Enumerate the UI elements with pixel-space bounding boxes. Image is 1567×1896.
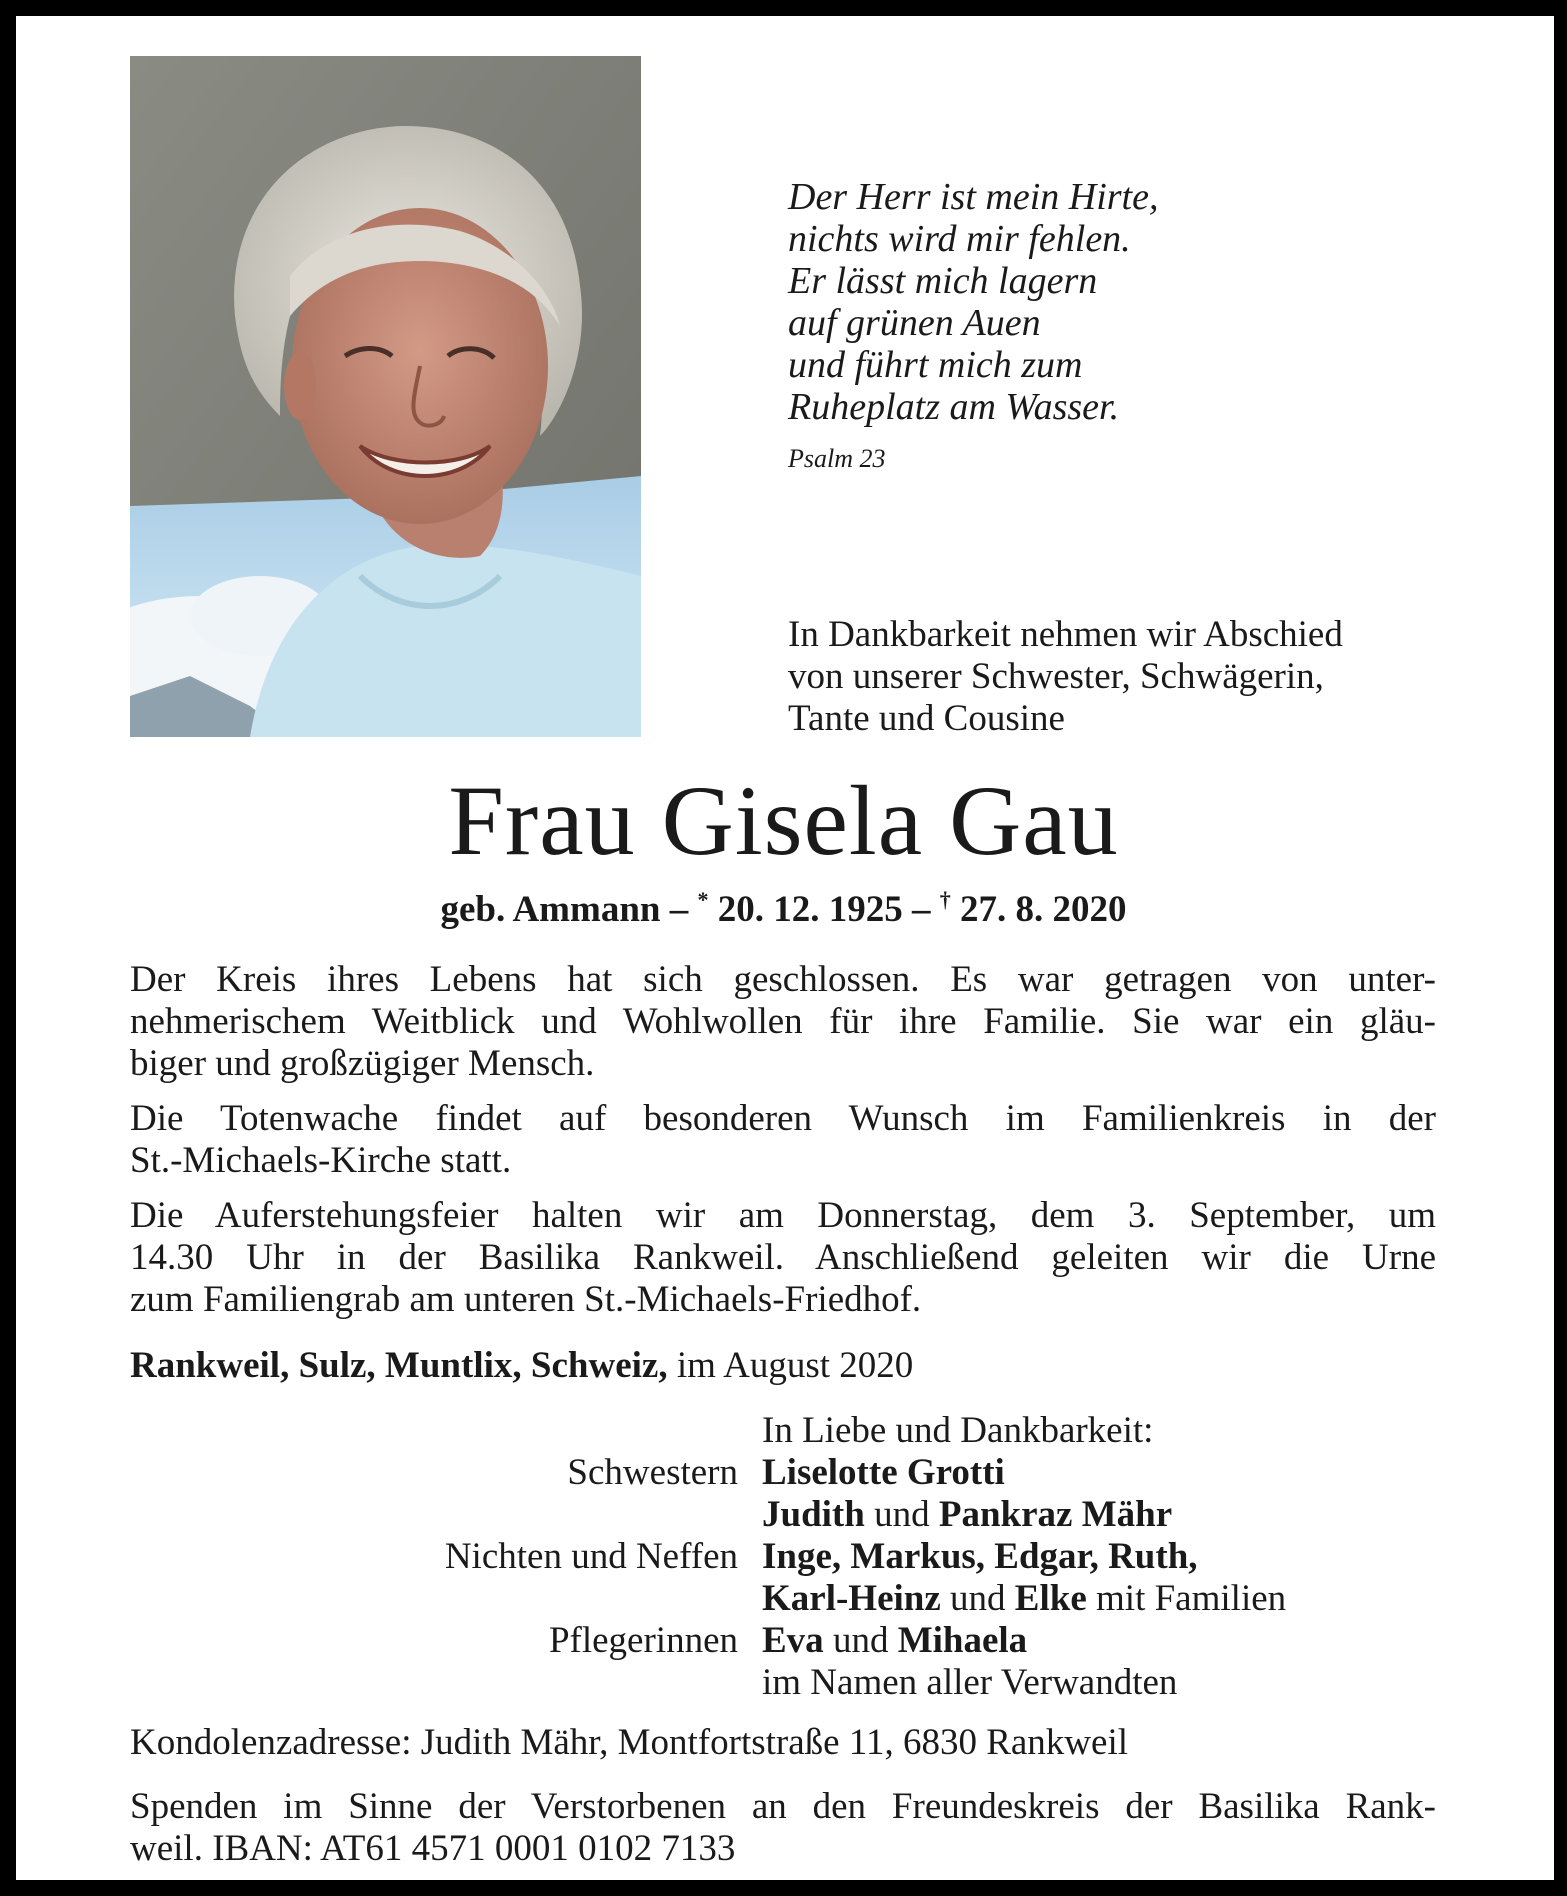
- relatives-note: im Namen aller Verwandten: [762, 1662, 1178, 1703]
- intro-line: In Dankbarkeit nehmen wir Abschied: [788, 614, 1343, 655]
- family-label: [130, 1494, 762, 1536]
- paragraph-line: Der Kreis ihres Lebens hat sich geschlossen. Es war getragen von unter-: [130, 959, 1436, 1000]
- family-row: [130, 1452, 1436, 1494]
- paragraph-line: zum Familiengrab am unteren St.-Michaels-Friedhof.: [130, 1279, 922, 1320]
- family-label: [130, 1578, 762, 1620]
- death-date: 27. 8. 2020: [950, 889, 1127, 930]
- family-label: [130, 1662, 762, 1704]
- intro-line: von unserer Schwester, Schwägerin,: [788, 656, 1324, 697]
- birth-date: 20. 12. 1925: [708, 889, 903, 930]
- with-families: mit Familien: [1086, 1578, 1287, 1619]
- family-label-carers: Pflegerinnen: [548, 1620, 738, 1661]
- family-row: [130, 1494, 1436, 1536]
- family-member: Eva: [762, 1620, 824, 1661]
- paragraph-line: nehmerischem Weitblick und Wohlwollen für ihre Familie. Sie war ein gläu-: [130, 1001, 1436, 1042]
- intro-line: Tante und Cousine: [788, 698, 1065, 739]
- family-label: [130, 1410, 762, 1452]
- date: im August 2020: [667, 1345, 914, 1386]
- paragraph-ceremony: [130, 1195, 1436, 1321]
- conjunction: und: [823, 1620, 898, 1661]
- family-member: Pankraz Mähr: [938, 1494, 1173, 1535]
- condolence-address: Kondolenzadresse: Judith Mähr, Montfortstraße 11, 6830 Rankweil: [130, 1722, 1129, 1763]
- paragraph-life: [130, 959, 1436, 1085]
- family-row: [130, 1662, 1436, 1704]
- family-member: Mihaela: [897, 1620, 1028, 1661]
- paragraph-wake: [130, 1098, 1436, 1182]
- family-member: Judith: [762, 1494, 865, 1535]
- birth-symbol: *: [697, 887, 709, 912]
- paragraph-line: biger und großzügiger Mensch.: [130, 1043, 595, 1084]
- death-symbol: †: [939, 887, 951, 912]
- psalm-line: Ruheplatz am Wasser.: [788, 386, 1120, 428]
- psalm-line: und führt mich zum: [788, 344, 1083, 386]
- family-label-nieces: Nichten und Neffen: [444, 1536, 738, 1577]
- place-date: [130, 1345, 913, 1387]
- donation-note: [130, 1786, 1436, 1870]
- paragraph-line: Die Totenwache findet auf besonderen Wunsch im Familienkreis in der: [130, 1098, 1436, 1139]
- family-list: [130, 1410, 1436, 1704]
- family-label-sisters: Schwestern: [567, 1452, 738, 1493]
- birth-death-line: [0, 888, 1567, 932]
- paragraph-line: Die Auferstehungsfeier halten wir am Donnerstag, dem 3. September, um: [130, 1195, 1436, 1236]
- conjunction: und: [940, 1578, 1015, 1619]
- places: Rankweil, Sulz, Muntlix, Schweiz,: [130, 1345, 668, 1386]
- separator: –: [660, 889, 698, 930]
- family-member: Inge, Markus, Edgar, Ruth,: [762, 1536, 1198, 1577]
- psalm-line: Er lässt mich lagern: [788, 260, 1098, 302]
- paragraph-line: 14.30 Uhr in der Basilika Rankweil. Anschließend geleiten wir die Urne: [130, 1237, 1436, 1278]
- donation-iban: weil. IBAN: AT61 4571 0001 0102 7133: [130, 1828, 736, 1869]
- conjunction: und: [864, 1494, 939, 1535]
- psalm-line: Der Herr ist mein Hirte,: [788, 176, 1159, 218]
- family-row: [130, 1410, 1436, 1452]
- psalm-reference: Psalm 23: [788, 444, 886, 473]
- psalm-line: auf grünen Auen: [788, 302, 1041, 344]
- family-row: [130, 1578, 1436, 1620]
- portrait-photo: [130, 56, 641, 737]
- maiden-name: geb. Ammann: [440, 889, 661, 930]
- family-heading: In Liebe und Dankbarkeit:: [762, 1410, 1154, 1451]
- psalm-line: nichts wird mir fehlen.: [788, 218, 1131, 260]
- family-member: Liselotte Grotti: [762, 1452, 1005, 1493]
- family-member: Elke: [1014, 1578, 1087, 1619]
- paragraph-line: St.-Michaels-Kirche statt.: [130, 1140, 512, 1181]
- family-member: Karl-Heinz: [762, 1578, 941, 1619]
- family-row: [130, 1536, 1436, 1578]
- separator: –: [902, 889, 940, 930]
- family-row: [130, 1620, 1436, 1662]
- farewell-intro: [788, 614, 1343, 740]
- donation-line: Spenden im Sinne der Verstorbenen an den Freundeskreis der Basilika Rank-: [130, 1786, 1436, 1827]
- deceased-name: Frau Gisela Gau: [448, 765, 1119, 876]
- psalm-quote: [788, 176, 1158, 428]
